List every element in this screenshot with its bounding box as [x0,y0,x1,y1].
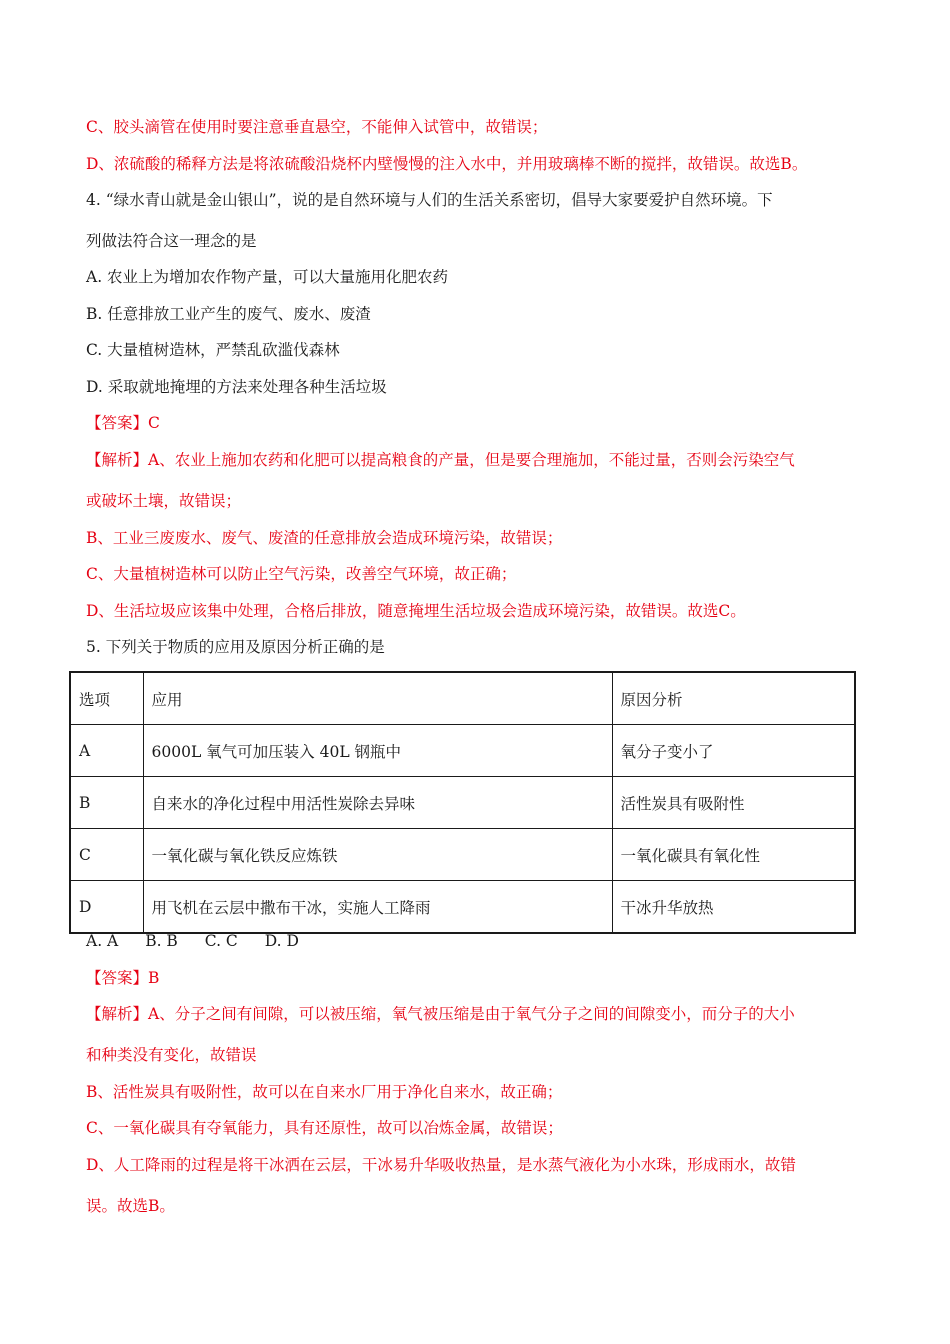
row-application: 自来水的净化过程中用活性炭除去异味 [143,777,612,829]
row-reason: 活性炭具有吸附性 [612,777,855,829]
q5-answer: 【答案】B [86,969,160,987]
row-option: B [70,777,143,829]
table-row [70,829,855,881]
header-option: 选项 [70,672,143,725]
q5-analysis-d-line1: D、人工降雨的过程是将干冰洒在云层，干冰易升华吸收热量，是水蒸气液化为小水珠，形成雨水，故错 [86,1156,796,1174]
q4-analysis-line1: 【解析】A、农业上施加农药和化肥可以提高粮食的产量，但是要合理施加，不能过量，否则会污染空气 [86,451,795,469]
q5-options-table [69,671,856,934]
row-option: A [70,725,143,777]
table-row [70,725,855,777]
row-application: 一氧化碳与氧化铁反应炼铁 [143,829,612,881]
row-reason: 一氧化碳具有氧化性 [612,829,855,881]
q5-analysis-line1: 【解析】A、分子之间有间隙，可以被压缩，氧气被压缩是由于氧气分子之间的间隙变小，而分子的大小 [86,1005,795,1023]
q4-option-c: C. 大量植树造林，严禁乱砍滥伐森林 [86,341,340,359]
row-option: D [70,881,143,934]
q5-analysis-d-line2: 误。故选B。 [86,1197,175,1215]
q5-choices [86,930,321,952]
q4-stem-line2: 列做法符合这一理念的是 [86,232,257,250]
q4-analysis-d: D、生活垃圾应该集中处理，合格后排放，随意掩埋生活垃圾会造成环境污染，故错误。故选C。 [86,602,746,620]
q4-analysis-c: C、大量植树造林可以防止空气污染，改善空气环境，故正确； [86,565,517,583]
q4-analysis-b: B、工业三废废水、废气、废渣的任意排放会造成环境污染，故错误； [86,529,563,547]
row-reason: 氧分子变小了 [612,725,855,777]
table-row [70,881,855,934]
row-application: 用飞机在云层中撒布干冰，实施人工降雨 [143,881,612,934]
row-option: C [70,829,143,881]
q4-analysis-line2: 或破坏土壤，故错误； [86,492,242,510]
q5-choice-c: C. C [204,932,238,950]
row-reason: 干冰升华放热 [612,881,855,934]
prev-analysis-d: D、浓硫酸的稀释方法是将浓硫酸沿烧杯内壁慢慢的注入水中，并用玻璃棒不断的搅拌，故错误。故选B。 [86,155,808,173]
q5-choice-b: B. B [145,932,178,950]
q4-answer: 【答案】C [86,414,160,432]
q4-stem-line1: 4. “绿水青山就是金山银山”，说的是自然环境与人们的生活关系密切，倡导大家要爱护自然环境。下 [86,191,773,209]
q5-analysis-c: C、一氧化碳具有夺氧能力，具有还原性，故可以冶炼金属，故错误； [86,1119,563,1137]
table-header-row [70,672,855,725]
prev-analysis-c: C、胶头滴管在使用时要注意垂直悬空，不能伸入试管中，故错误； [86,118,548,136]
q5-analysis-line2: 和种类没有变化，故错误 [86,1046,257,1064]
q4-option-a: A. 农业上为增加农作物产量，可以大量施用化肥农药 [86,268,449,286]
q5-choice-d: D. D [264,932,299,950]
row-application: 6000L 氧气可加压装入 40L 钢瓶中 [143,725,612,777]
q5-stem: 5. 下列关于物质的应用及原因分析正确的是 [86,638,385,656]
table-row [70,777,855,829]
header-application: 应用 [143,672,612,725]
q5-choice-a: A. A [86,932,119,950]
q4-option-d: D. 采取就地掩埋的方法来处理各种生活垃圾 [86,378,387,396]
q4-option-b: B. 任意排放工业产生的废气、废水、废渣 [86,305,371,323]
q5-analysis-b: B、活性炭具有吸附性，故可以在自来水厂用于净化自来水，故正确； [86,1083,563,1101]
header-reason: 原因分析 [612,672,855,725]
